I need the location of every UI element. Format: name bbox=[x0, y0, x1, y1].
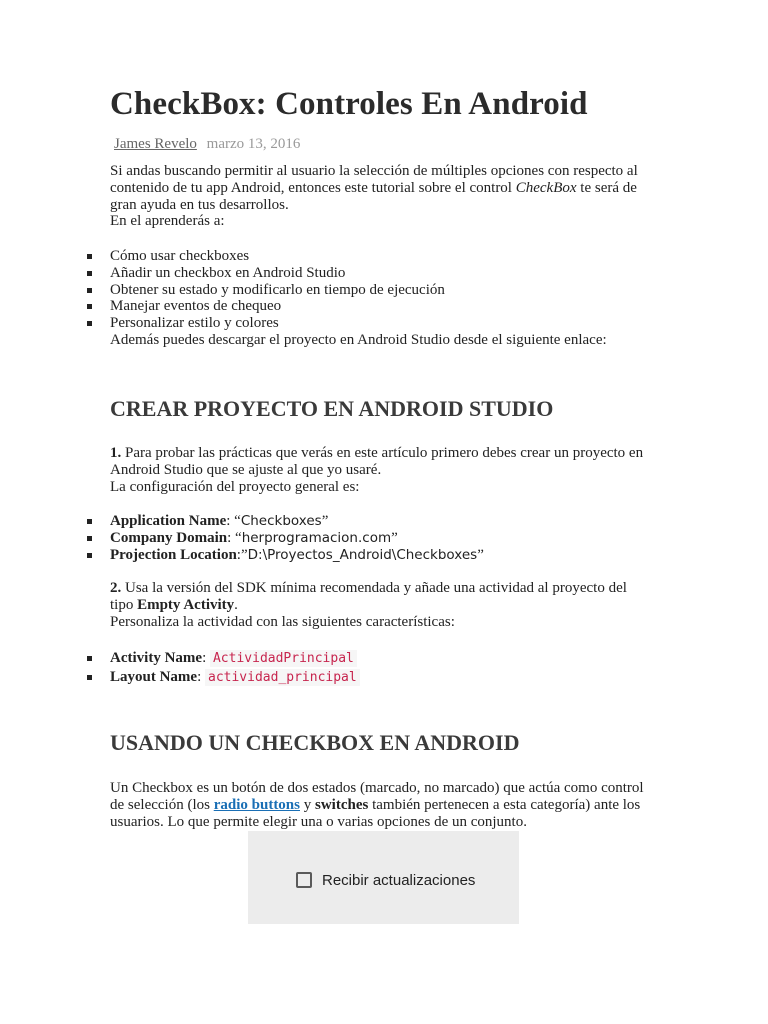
bullet-icon bbox=[87, 271, 92, 276]
bullet-icon bbox=[87, 656, 92, 661]
intro-paragraph bbox=[110, 163, 658, 230]
bullet-icon bbox=[87, 304, 92, 309]
checkbox-paragraph: Un Checkbox es un botón de dos estados (marcado, no marcado) que actúa como control de selección (los radio buttons y switches también pertenecen a esta categoría) ante los usuarios. Lo que permite elegir una o varias opciones de un conjunto. bbox=[110, 780, 644, 830]
list-item: Application Name: “Checkboxes” bbox=[110, 513, 658, 530]
code-inline: actividad_principal bbox=[205, 669, 360, 686]
bullet-icon bbox=[87, 288, 92, 293]
intro-line: gran ayuda en tus desarrollos. bbox=[110, 196, 289, 213]
step2-paragraph: 2. Usa la versión del SDK mínima recomendada y añade una actividad al proyecto del tipo Empty Activity. Personaliza la actividad con las siguientes características: bbox=[110, 580, 627, 630]
intro-line: En el aprenderás a: bbox=[110, 213, 225, 230]
list-item: Layout Name: actividad_principal bbox=[110, 669, 658, 687]
bullet-icon bbox=[87, 519, 92, 524]
bullet-icon bbox=[87, 321, 92, 326]
intro-line: Si andas buscando permitir al usuario la selección de múltiples opciones con respecto al bbox=[110, 163, 638, 179]
download-text: Además puedes descargar el proyecto en Android Studio desde el siguiente enlace: bbox=[110, 332, 607, 348]
page-title: CheckBox: Controles En Android bbox=[110, 86, 588, 122]
section-heading-using-checkbox: USANDO UN CHECKBOX EN ANDROID bbox=[110, 730, 520, 755]
step1-paragraph: 1. Para probar las prácticas que verás en este artículo primero debes crear un proyecto en Android Studio que se ajuste al que yo usaré. La configuración del proyecto general es: bbox=[110, 445, 644, 495]
post-date: marzo 13, 2016 bbox=[206, 136, 301, 152]
list-item: Personalizar estilo y colores bbox=[110, 315, 658, 332]
list-item: Obtener su estado y modificarlo en tiempo de ejecución bbox=[110, 282, 658, 299]
list-item: Projection Location:”D:\Proyectos_Android\Checkboxes” bbox=[110, 547, 658, 564]
bullet-icon bbox=[87, 675, 92, 680]
list-item: Añadir un checkbox en Android Studio bbox=[110, 265, 658, 282]
intro-line: contenido de tu app Android, entonces este tutorial sobre el control CheckBox te será de bbox=[110, 179, 637, 196]
bullet-icon bbox=[87, 536, 92, 541]
step-number: 1. bbox=[110, 445, 122, 461]
radio-buttons-link[interactable]: radio buttons bbox=[213, 796, 300, 813]
list-item: Manejar eventos de chequeo bbox=[110, 298, 658, 315]
list-item: Cómo usar checkboxes bbox=[110, 248, 658, 265]
section-heading-create-project: CREAR PROYECTO EN ANDROID STUDIO bbox=[110, 396, 554, 421]
author-link[interactable]: James Revelo bbox=[114, 136, 197, 152]
step-number: 2. bbox=[110, 580, 122, 596]
checkbox-label[interactable]: Recibir actualizaciones bbox=[322, 872, 476, 889]
list-item: Company Domain: “herprogramacion.com” bbox=[110, 530, 658, 547]
checkbox-preview bbox=[248, 831, 519, 924]
checkbox-unchecked-icon[interactable] bbox=[296, 872, 312, 888]
bullet-icon bbox=[87, 553, 92, 558]
bullet-icon bbox=[87, 254, 92, 259]
list-item: Activity Name: ActividadPrincipal bbox=[110, 650, 658, 668]
learn-list bbox=[110, 248, 658, 332]
config-list bbox=[110, 513, 658, 563]
checkbox-term: CheckBox bbox=[515, 179, 577, 196]
code-inline: ActividadPrincipal bbox=[210, 650, 357, 667]
activity-list bbox=[110, 650, 658, 687]
post-meta bbox=[114, 136, 300, 153]
